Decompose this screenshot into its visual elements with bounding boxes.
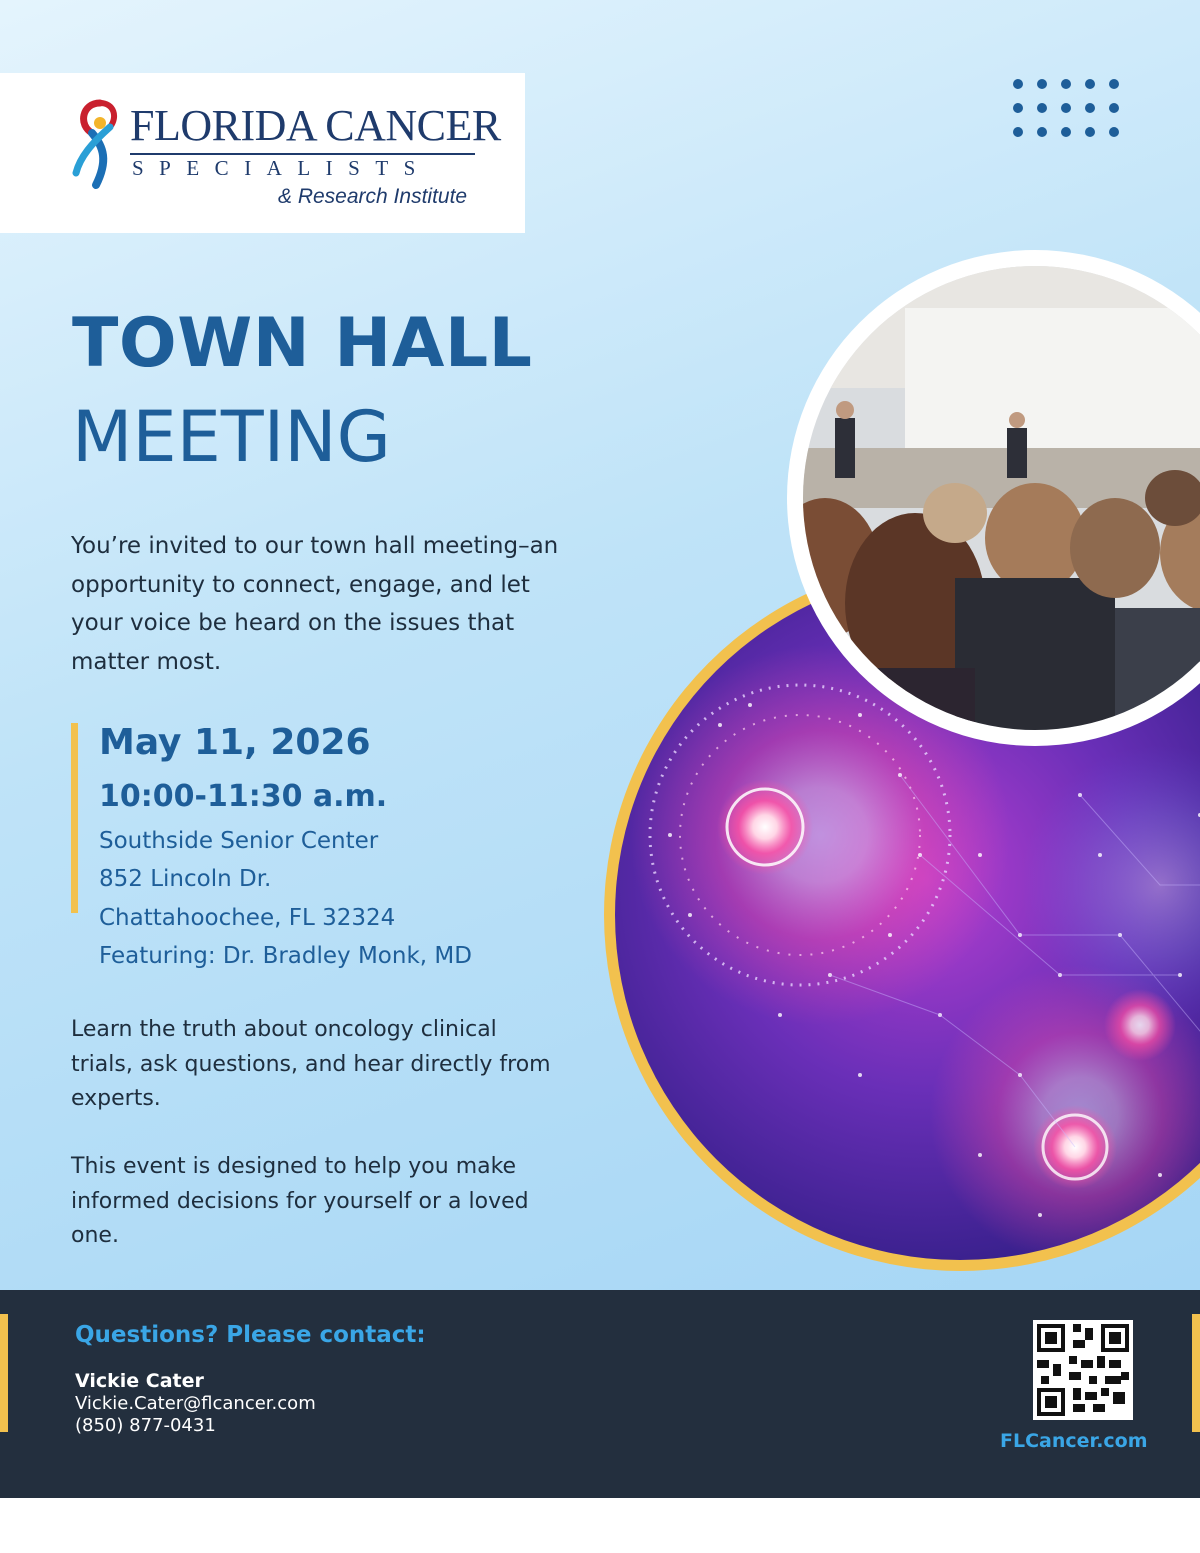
event-location (99, 822, 472, 975)
contact-name: Vickie Cater (75, 1370, 204, 1392)
logo-subtitle: SPECIALISTS (132, 156, 431, 180)
contact-phone[interactable]: (850) 877-0431 (75, 1415, 216, 1436)
logo-divider (130, 153, 475, 155)
body-paragraph-1: Learn the truth about oncology clinical trials, ask questions, and hear directly from experts. (71, 1017, 551, 1111)
qr-code-icon[interactable] (1033, 1320, 1133, 1420)
contact-heading: Questions? Please contact: (75, 1322, 426, 1348)
event-date: May 11, 2026 (99, 722, 371, 763)
dot-grid-icon (1012, 78, 1122, 140)
event-city: Chattahoochee, FL 32324 (99, 904, 396, 931)
event-featuring: Featuring: Dr. Bradley Monk, MD (99, 942, 472, 969)
event-time: 10:00-11:30 a.m. (99, 779, 388, 814)
body-paragraph-2: This event is designed to help you make informed decisions for yourself or a loved one. (71, 1154, 529, 1248)
footer-accent-right (1192, 1314, 1200, 1432)
page-title: TOWN HALL (72, 304, 533, 383)
website-link[interactable]: FLCancer.com (1000, 1430, 1148, 1452)
event-street: 852 Lincoln Dr. (99, 866, 272, 893)
audience-photo (785, 248, 1200, 758)
contact-email[interactable]: Vickie.Cater@flcancer.com (75, 1393, 316, 1414)
logo-tagline: & Research Institute (278, 185, 468, 208)
logo-wordmark: FLORIDA CANCER (130, 101, 501, 150)
page-subtitle: MEETING (72, 396, 391, 478)
footer-accent-left (0, 1314, 8, 1432)
event-venue: Southside Senior Center (99, 828, 379, 854)
intro-text: You’re invited to our town hall meeting–an opportunity to connect, engage, and let your voice be heard on the issues that matter most. (71, 533, 559, 675)
accent-bar (71, 723, 78, 913)
ribbon-logo-icon (70, 95, 130, 195)
